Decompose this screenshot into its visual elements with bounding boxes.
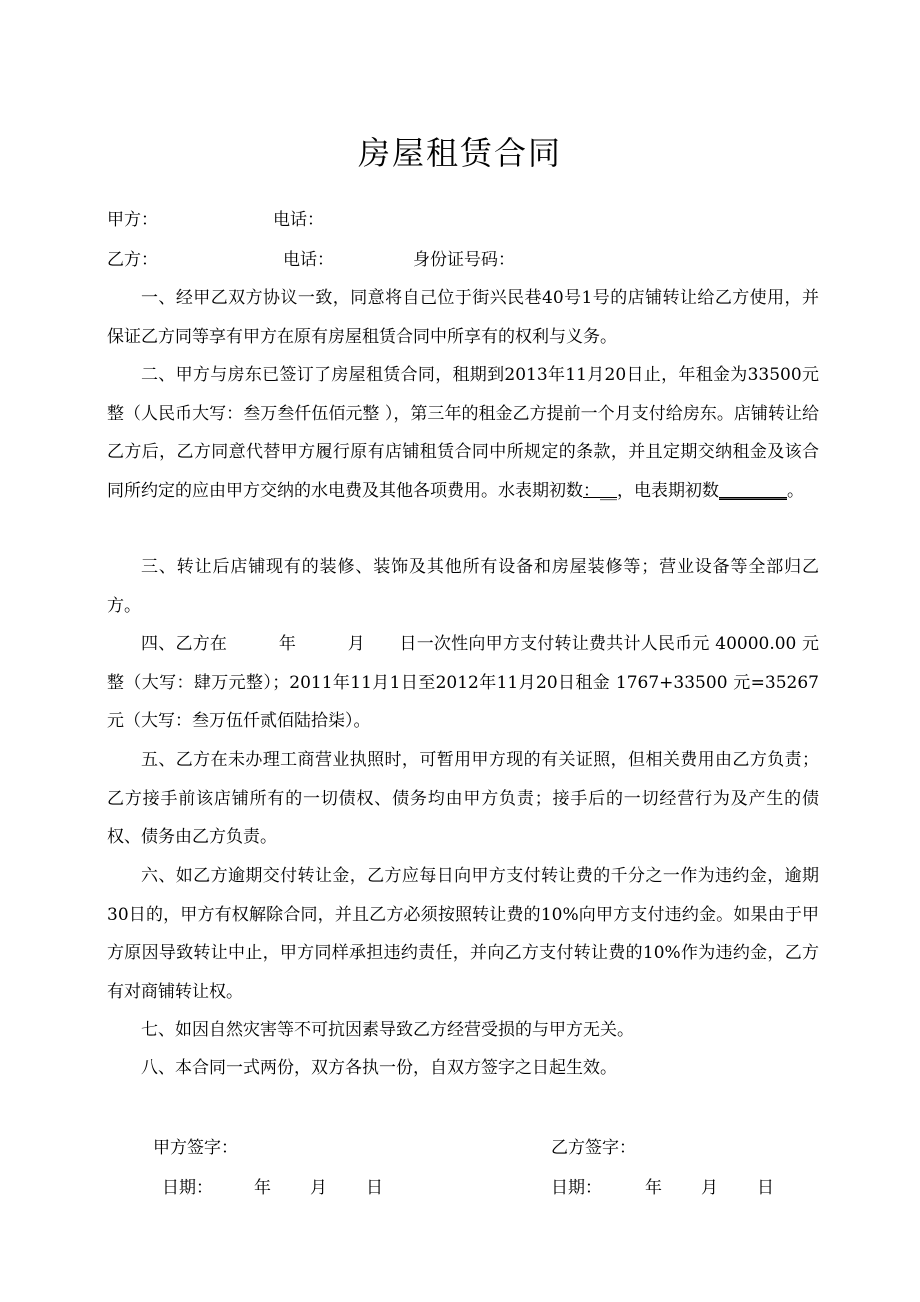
clause-2 [107,356,819,510]
party-a-line [107,208,324,232]
clause-4: 四、乙方在 年 月 日一次性向甲方支付转让费共计人民币元 40000.00 元整（大写：肆万元整）；2011年11月1日至2012年11月20日租金 1767+33500 元=35267元（大写：叁万伍仟贰佰陆拾柒）。 [107,634,819,731]
water-meter-blank: ：__ [583,480,617,501]
clause-2-mid: ，电表期初数 [617,480,719,501]
party-a-date [162,1176,383,1200]
party-a-phone-label: 电话： [273,210,324,230]
clause-6: 六、如乙方逾期交付转让金，乙方应每日向甲方支付转让费的千分之一作为违约金，逾期30日的，甲方有权解除合同，并且乙方必须按照转让费的10%向甲方支付违约金。如果由于甲方原因导致转让中止，甲方同样承担违约责任，并向乙方支付转让费的10%作为违约金，乙方有对商铺转让权。 [107,866,819,1002]
date-year: 年 [645,1178,662,1198]
date-label: 日期： [551,1178,602,1198]
clause-7: 七、如因自然灾害等不可抗因素导致乙方经营受损的与甲方无关。 [141,1020,634,1040]
party-b-label: 乙方： [107,250,158,270]
document-title: 房屋租赁合同 [357,134,562,172]
clause-5: 五、乙方在未办理工商营业执照时，可暂用甲方现的有关证照，但相关费用由乙方负责；乙方接手前该店铺所有的一切债权、债务均由甲方负责；接手后的一切经营行为及产生的债权、债务由乙方负责。 [107,750,819,847]
date-day: 日 [757,1178,774,1198]
clause-2-end: 。 [787,480,804,501]
clause-2-text: 二、甲方与房东已签订了房屋租赁合同，租期到2013年11月20日止，年租金为33500元整（人民币大写：叁万叁仟伍佰元整 ），第三年的租金乙方提前一个月支付给房东。店铺转让给乙方后，乙方同意代替甲方履行原有店铺租赁合同中所规定的条款，并且定期交纳租金及该合同所约定的应由甲方交纳的水电费及其他各项费用。水表期初数 [107,365,819,501]
date-day: 日 [366,1178,383,1198]
party-a-label: 甲方： [107,210,158,230]
date-month: 月 [701,1178,718,1198]
date-month: 月 [310,1178,327,1198]
party-b-date [551,1176,774,1200]
party-a-signature-label: 甲方签字： [153,1138,238,1158]
date-year: 年 [254,1178,271,1198]
electric-meter-blank: ________ [719,480,787,501]
party-b-line [107,248,515,272]
date-label: 日期： [162,1178,213,1198]
clause-3: 三、转让后店铺现有的装修、装饰及其他所有设备和房屋装修等；营业设备等全部归乙方。 [107,557,819,616]
party-b-signature-label: 乙方签字： [551,1138,636,1158]
party-b-phone-label: 电话： [283,250,334,270]
clause-1: 一、经甲乙双方协议一致，同意将自己位于街兴民巷40号1号的店铺转让给乙方使用，并保证乙方同等享有甲方在原有房屋租赁合同中所享有的权利与义务。 [107,288,819,347]
clause-8: 八、本合同一式两份，双方各执一份，自双方签字之日起生效。 [141,1058,617,1078]
party-b-id-label: 身份证号码： [413,250,515,270]
